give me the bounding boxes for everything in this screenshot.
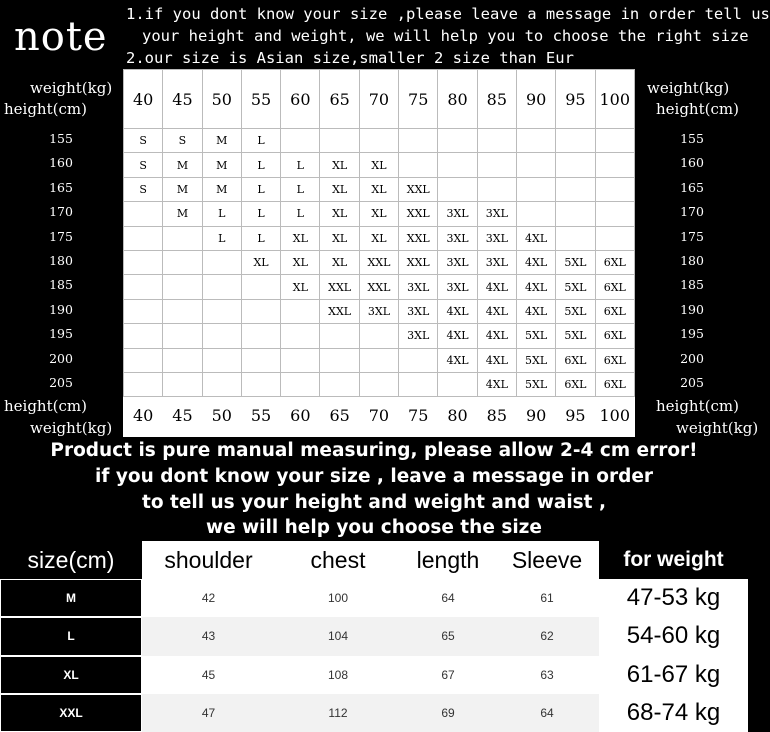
size-cell: [438, 129, 477, 153]
size-cell: [202, 324, 241, 348]
size-cell: [556, 129, 595, 153]
size-cell: XL: [281, 275, 320, 299]
height-label: 170: [680, 204, 704, 220]
size-cell: [556, 226, 595, 250]
measurement-table: [0, 541, 748, 732]
size-cell: [241, 348, 280, 372]
grid-row: [124, 299, 635, 323]
weight-label: 80: [447, 406, 468, 426]
size-cell: XXL: [320, 275, 359, 299]
height-label: 175: [680, 228, 704, 244]
measure-value: 65: [401, 617, 495, 655]
weight-label: 50: [211, 406, 232, 426]
size-cell: [399, 129, 438, 153]
size-cell: [124, 299, 163, 323]
weight-label: 95: [556, 70, 595, 129]
height-label: 180: [680, 252, 704, 268]
size-cell: 6XL: [556, 348, 595, 372]
size-cell: [163, 250, 202, 274]
measure-value: 42: [142, 579, 275, 617]
column-header: chest: [275, 541, 401, 579]
weight-range: 47-53 kg: [599, 579, 748, 617]
size-cell: L: [281, 202, 320, 226]
weight-label: 55: [241, 70, 280, 129]
size-cell: [320, 324, 359, 348]
size-cell: XL: [359, 202, 398, 226]
size-cell: [281, 372, 320, 396]
size-cell: [163, 299, 202, 323]
size-cell: [124, 372, 163, 396]
column-header: Sleeve: [495, 541, 599, 579]
right-height-label: height(cm): [656, 100, 739, 118]
size-cell: 5XL: [556, 275, 595, 299]
size-grid-table: [123, 69, 635, 434]
size-cell: 4XL: [477, 372, 516, 396]
size-cell: [202, 372, 241, 396]
size-cell: 3XL: [477, 202, 516, 226]
size-cell: 4XL: [438, 299, 477, 323]
right-height-column: [633, 127, 751, 395]
height-label: 205: [680, 374, 704, 390]
height-label: 190: [49, 301, 73, 317]
size-cell: [124, 202, 163, 226]
height-label: 160: [49, 155, 73, 171]
height-label: 180: [49, 252, 73, 268]
size-cell: M: [202, 153, 241, 177]
weight-label: 45: [172, 406, 193, 426]
size-cell: XXL: [320, 299, 359, 323]
grid-row: [124, 153, 635, 177]
measure-value: 69: [401, 694, 495, 732]
size-cell: 5XL: [516, 324, 555, 348]
height-label: 165: [680, 179, 704, 195]
weight-label: 40: [124, 70, 163, 129]
size-cell: [595, 177, 634, 201]
size-cell: 4XL: [516, 275, 555, 299]
size-cell: [163, 275, 202, 299]
grid-row: [124, 324, 635, 348]
size-cell: XXL: [399, 250, 438, 274]
size-cell: [202, 348, 241, 372]
size-cell: 3XL: [399, 299, 438, 323]
size-cell: [124, 348, 163, 372]
weight-label: 95: [565, 406, 586, 426]
size-cell: 3XL: [399, 275, 438, 299]
weight-label: 70: [359, 70, 398, 129]
size-cell: XL: [320, 153, 359, 177]
size-cell: 4XL: [516, 299, 555, 323]
weight-header-row: [124, 70, 635, 129]
column-header: length: [401, 541, 495, 579]
measure-value: 43: [142, 617, 275, 655]
measure-value: 67: [401, 656, 495, 694]
size-cell: 3XL: [438, 226, 477, 250]
notice-line-1: Product is pure manual measuring, please allow 2-4 cm error!: [50, 440, 698, 461]
size-cell: 4XL: [477, 299, 516, 323]
measure-value: 112: [275, 694, 401, 732]
size-cell: 6XL: [595, 372, 634, 396]
left-weight-label: weight(kg): [30, 79, 113, 97]
measure-value: 64: [495, 694, 599, 732]
size-cell: L: [281, 177, 320, 201]
size-cell: 3XL: [399, 324, 438, 348]
size-cell: M: [202, 129, 241, 153]
size-cell: [163, 226, 202, 250]
size-cell: [124, 324, 163, 348]
size-cell: 6XL: [595, 250, 634, 274]
size-cell: XXL: [359, 250, 398, 274]
size-cell: 6XL: [595, 324, 634, 348]
instruction-line-2: your height and weight, we will help you to choose the right size: [142, 27, 749, 45]
weight-label: 65: [329, 406, 350, 426]
size-cell: 4XL: [438, 348, 477, 372]
size-cell: [516, 177, 555, 201]
size-cell: S: [124, 177, 163, 201]
size-cell: 6XL: [595, 348, 634, 372]
size-cell: [595, 129, 634, 153]
size-cell: [438, 177, 477, 201]
weight-range: 68-74 kg: [599, 694, 748, 732]
size-cell: [241, 324, 280, 348]
height-label: 190: [680, 301, 704, 317]
size-cell: L: [241, 202, 280, 226]
size-cell: [595, 226, 634, 250]
size-cell: 4XL: [477, 324, 516, 348]
measure-value: 108: [275, 656, 401, 694]
weight-label: 55: [250, 406, 272, 426]
note-title: note: [14, 14, 108, 60]
size-cell: XXL: [399, 226, 438, 250]
instruction-line-1: 1.if you dont know your size ,please leave a message in order tell us: [126, 5, 770, 23]
grid-row: [124, 226, 635, 250]
height-label: 205: [49, 374, 73, 390]
size-cell: M: [202, 177, 241, 201]
size-cell: [241, 275, 280, 299]
size-cell: 4XL: [477, 275, 516, 299]
measure-value: 61: [495, 579, 599, 617]
size-cell: L: [241, 177, 280, 201]
measure-value: 47: [142, 694, 275, 732]
height-label: 185: [49, 277, 73, 293]
size-cell: 5XL: [556, 299, 595, 323]
size-label: XXL: [0, 694, 142, 732]
grid-row: [124, 348, 635, 372]
left-height-column: [2, 127, 120, 395]
weight-label: 65: [320, 70, 359, 129]
grid-row: [124, 275, 635, 299]
size-cell: [124, 226, 163, 250]
grid-row: [124, 250, 635, 274]
weight-label: 75: [399, 70, 438, 129]
size-cell: [438, 153, 477, 177]
size-cell: S: [124, 153, 163, 177]
size-cell: [556, 153, 595, 177]
size-cell: L: [241, 153, 280, 177]
size-cell: [359, 324, 398, 348]
height-label: 155: [49, 131, 73, 146]
size-cell: 3XL: [438, 250, 477, 274]
size-cell: [281, 129, 320, 153]
weight-label: 40: [132, 406, 154, 426]
height-label: 200: [680, 350, 704, 366]
grid-row: [124, 129, 635, 153]
measure-value: 64: [401, 579, 495, 617]
size-cell: [163, 324, 202, 348]
size-cell: M: [163, 202, 202, 226]
instruction-line-3: 2.our size is Asian size,smaller 2 size than Eur: [126, 49, 574, 67]
height-label: 160: [680, 155, 704, 171]
size-cell: [556, 177, 595, 201]
weight-range: 61-67 kg: [599, 656, 748, 694]
size-cell: [202, 250, 241, 274]
size-cell: XL: [281, 226, 320, 250]
size-cell: [399, 153, 438, 177]
size-cell: [202, 299, 241, 323]
height-label: 165: [49, 179, 73, 195]
size-cell: [359, 372, 398, 396]
grid-row: [124, 202, 635, 226]
size-cell: 6XL: [595, 275, 634, 299]
size-cell: [477, 177, 516, 201]
weight-label: 60: [290, 406, 311, 426]
size-cell: [399, 348, 438, 372]
right-weight-label: weight(kg): [647, 79, 730, 97]
size-cell: S: [124, 129, 163, 153]
size-cell: [516, 153, 555, 177]
size-cell: 4XL: [438, 324, 477, 348]
size-cell: XXL: [399, 202, 438, 226]
size-cell: [241, 372, 280, 396]
measure-value: 63: [495, 656, 599, 694]
size-cell: 5XL: [556, 250, 595, 274]
size-cell: [595, 202, 634, 226]
size-cell: 3XL: [477, 250, 516, 274]
size-cell: XL: [320, 177, 359, 201]
size-cell: [281, 324, 320, 348]
size-cell: 3XL: [438, 275, 477, 299]
size-cell: 5XL: [516, 372, 555, 396]
right-bottom-height-label: height(cm): [656, 397, 739, 415]
size-cell: [477, 153, 516, 177]
size-label: M: [0, 579, 142, 617]
height-label: 200: [49, 350, 73, 366]
size-cell: [556, 202, 595, 226]
size-cell: [202, 275, 241, 299]
size-cell: [320, 348, 359, 372]
weight-label: 50: [202, 70, 241, 129]
size-cell: XL: [320, 226, 359, 250]
grid-row: [124, 372, 635, 396]
size-cell: 5XL: [516, 348, 555, 372]
size-cell: 3XL: [438, 202, 477, 226]
size-cell: M: [163, 153, 202, 177]
size-label: XL: [0, 656, 142, 694]
size-cell: XL: [320, 202, 359, 226]
size-cell: [124, 275, 163, 299]
size-cell: [595, 153, 634, 177]
size-cell: L: [241, 129, 280, 153]
size-cell: [516, 202, 555, 226]
notice-line-3: to tell us your height and weight and waist ,: [142, 492, 606, 513]
size-cell: XL: [241, 250, 280, 274]
size-cell: 3XL: [477, 226, 516, 250]
size-cell: 3XL: [359, 299, 398, 323]
size-cell: [163, 348, 202, 372]
right-bottom-weight-label: weight(kg): [676, 419, 759, 437]
size-cell: XL: [359, 226, 398, 250]
left-height-label: height(cm): [4, 100, 87, 118]
weight-label: 85: [477, 70, 516, 129]
size-cell: [163, 372, 202, 396]
height-label: 170: [49, 204, 73, 220]
size-cell: [320, 129, 359, 153]
size-cell: [281, 299, 320, 323]
size-cell: L: [281, 153, 320, 177]
size-cell: XL: [359, 153, 398, 177]
column-header: shoulder: [142, 541, 275, 579]
size-cell: [516, 129, 555, 153]
notice-line-2: if you dont know your size , leave a message in order: [94, 466, 654, 487]
height-label: 185: [680, 277, 704, 293]
column-header: size(cm): [0, 541, 142, 579]
size-cell: [241, 299, 280, 323]
height-label: 195: [49, 326, 73, 342]
left-bottom-weight-label: weight(kg): [30, 419, 113, 437]
weight-label: 80: [438, 70, 477, 129]
measure-value: 104: [275, 617, 401, 655]
grid-row: [124, 177, 635, 201]
size-cell: 5XL: [556, 324, 595, 348]
weight-label: 100: [599, 406, 631, 426]
size-cell: XL: [320, 250, 359, 274]
size-cell: XXL: [399, 177, 438, 201]
weight-label: 70: [368, 406, 390, 426]
size-cell: [477, 129, 516, 153]
height-label: 195: [680, 326, 704, 342]
size-cell: 4XL: [477, 348, 516, 372]
size-grid: [123, 69, 635, 437]
size-cell: [320, 372, 359, 396]
size-cell: [438, 372, 477, 396]
size-label: L: [0, 617, 142, 655]
size-cell: [124, 250, 163, 274]
measure-value: 100: [275, 579, 401, 617]
height-label: 155: [680, 131, 704, 146]
size-cell: 4XL: [516, 226, 555, 250]
size-cell: M: [163, 177, 202, 201]
size-cell: [281, 348, 320, 372]
weight-label: 60: [281, 70, 320, 129]
size-cell: XXL: [359, 275, 398, 299]
size-cell: [399, 372, 438, 396]
size-cell: [359, 129, 398, 153]
weight-range: 54-60 kg: [599, 617, 748, 655]
left-bottom-height-label: height(cm): [4, 397, 87, 415]
measure-value: 45: [142, 656, 275, 694]
size-cell: XL: [281, 250, 320, 274]
weight-label: 90: [516, 70, 555, 129]
size-cell: 4XL: [516, 250, 555, 274]
weight-label: 85: [486, 406, 507, 426]
notice-line-4: we will help you choose the size: [206, 517, 542, 538]
size-cell: [359, 348, 398, 372]
size-cell: 6XL: [556, 372, 595, 396]
size-cell: L: [202, 226, 241, 250]
size-cell: L: [202, 202, 241, 226]
size-cell: L: [241, 226, 280, 250]
column-header: for weight: [599, 541, 748, 579]
weight-label: 90: [525, 406, 547, 426]
weight-label: 45: [163, 70, 202, 129]
height-label: 175: [49, 228, 73, 244]
weight-label: 100: [595, 70, 634, 129]
weight-footer-row: [124, 397, 635, 435]
size-cell: S: [163, 129, 202, 153]
size-cell: 6XL: [595, 299, 634, 323]
measure-value: 62: [495, 617, 599, 655]
weight-label: 75: [408, 406, 429, 426]
size-cell: XL: [359, 177, 398, 201]
